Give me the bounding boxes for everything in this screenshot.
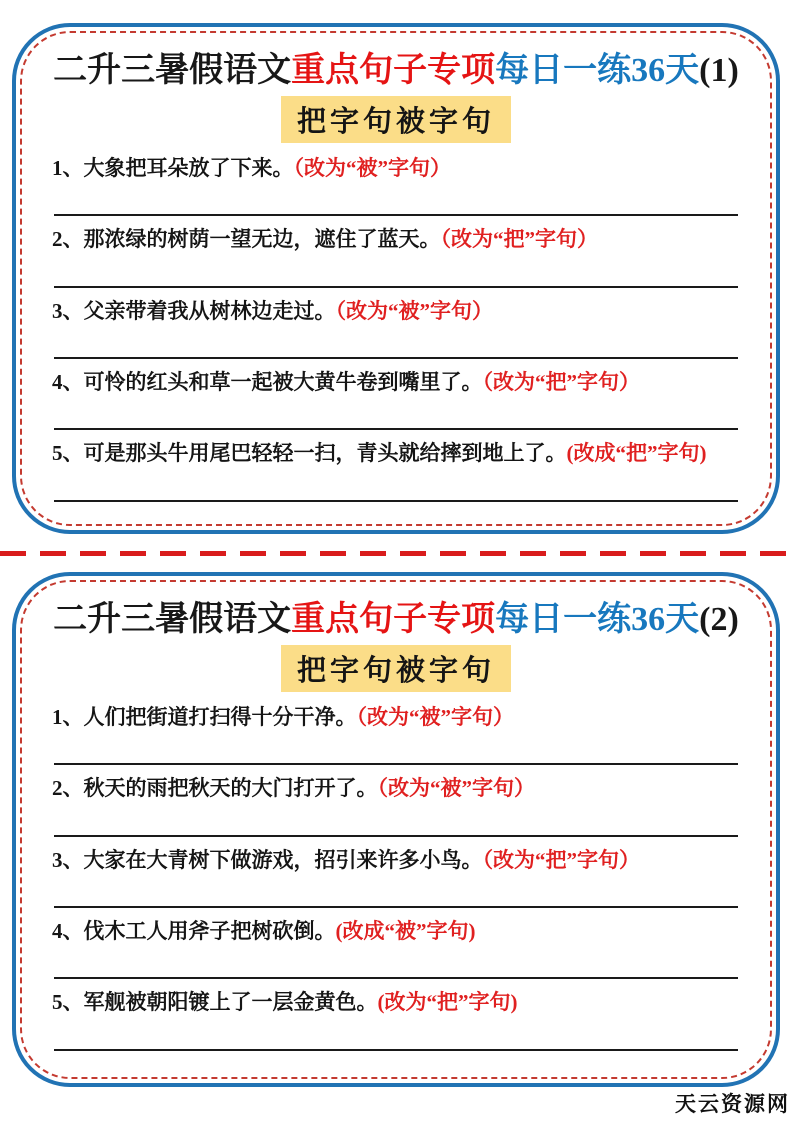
item-sentence: [52, 298, 740, 325]
sentence-text: 4、可怜的红头和草一起被大黄牛卷到嘴里了。: [52, 369, 483, 394]
exercise-item: [52, 298, 740, 359]
item-sentence: [52, 440, 740, 467]
exercise-item: [52, 226, 740, 287]
item-sentence: [52, 989, 740, 1016]
exercise-item: [52, 369, 740, 430]
answer-line: [54, 906, 738, 908]
answer-line: [54, 214, 738, 216]
conversion-note: （改为“被”字句）: [335, 298, 493, 323]
card-2-subtitle: 把字句被字句: [281, 645, 511, 692]
card-1-title: [52, 51, 740, 90]
item-sentence: [52, 155, 740, 182]
answer-line: [54, 286, 738, 288]
item-sentence: [52, 704, 740, 731]
card-2-title: [52, 600, 740, 639]
sentence-text: 2、那浓绿的树荫一望无边，遮住了蓝天。: [52, 227, 441, 252]
conversion-note: (改为“把”字句): [377, 990, 518, 1015]
answer-line: [54, 1049, 738, 1051]
card-1-dashed-frame: [20, 31, 772, 526]
conversion-note: （改为“把”字句）: [482, 369, 640, 394]
answer-line: [54, 428, 738, 430]
sentence-text: 3、大家在大青树下做游戏，招引来许多小鸟。: [52, 847, 483, 872]
sentence-text: 4、伐木工人用斧子把树砍倒。: [52, 918, 336, 943]
title-index: (1): [699, 52, 739, 89]
sentence-text: 5、可是那头牛用尾巴轻轻一扫，青头就给摔到地上了。: [52, 441, 567, 466]
sentence-text: 5、军舰被朝阳镀上了一层金黄色。: [52, 990, 378, 1015]
conversion-note: (改成“被”字句): [335, 918, 476, 943]
exercise-item: [52, 989, 740, 1050]
dashed-divider: [0, 551, 793, 556]
conversion-note: （改为“把”字句）: [482, 847, 640, 872]
answer-line: [54, 835, 738, 837]
answer-line: [54, 357, 738, 359]
answer-line: [54, 977, 738, 979]
item-sentence: [52, 369, 740, 396]
title-segment-black: 二升三暑假语文: [53, 52, 292, 89]
answer-line: [54, 500, 738, 502]
sentence-text: 1、人们把街道打扫得十分干净。: [52, 705, 357, 730]
title-index: (2): [699, 601, 739, 638]
exercise-item: [52, 440, 740, 501]
exercise-item: [52, 847, 740, 908]
exercise-card-2: [12, 572, 780, 1087]
item-sentence: [52, 226, 740, 253]
conversion-note: （改为“被”字句）: [377, 776, 535, 801]
title-segment-blue: 每日一练36天: [495, 52, 700, 89]
conversion-note: (改成“把”字句): [566, 441, 707, 466]
card-2-dashed-frame: [20, 580, 772, 1079]
card-1-subtitle: 把字句被字句: [281, 96, 511, 143]
sentence-text: 2、秋天的雨把秋天的大门打开了。: [52, 776, 378, 801]
conversion-note: （改为“被”字句）: [356, 705, 514, 730]
card-1-subtitle-row: [52, 96, 740, 143]
title-segment-black: 二升三暑假语文: [53, 601, 292, 638]
title-segment-red: 重点句子专项: [291, 52, 496, 89]
item-sentence: [52, 847, 740, 874]
answer-line: [54, 763, 738, 765]
title-segment-blue: 每日一练36天: [495, 601, 700, 638]
exercise-item: [52, 775, 740, 836]
conversion-note: （改为“把”字句）: [440, 227, 598, 252]
item-sentence: [52, 918, 740, 945]
title-segment-red: 重点句子专项: [291, 601, 496, 638]
exercise-item: [52, 704, 740, 765]
sentence-text: 1、大象把耳朵放了下来。: [52, 156, 294, 181]
card-2-subtitle-row: [52, 645, 740, 692]
exercise-item: [52, 918, 740, 979]
item-sentence: [52, 775, 740, 802]
exercise-item: [52, 155, 740, 216]
sentence-text: 3、父亲带着我从树林边走过。: [52, 298, 336, 323]
conversion-note: （改为“被”字句）: [293, 156, 451, 181]
exercise-card-1: [12, 23, 780, 534]
site-watermark: 天云资源网: [675, 1093, 790, 1116]
